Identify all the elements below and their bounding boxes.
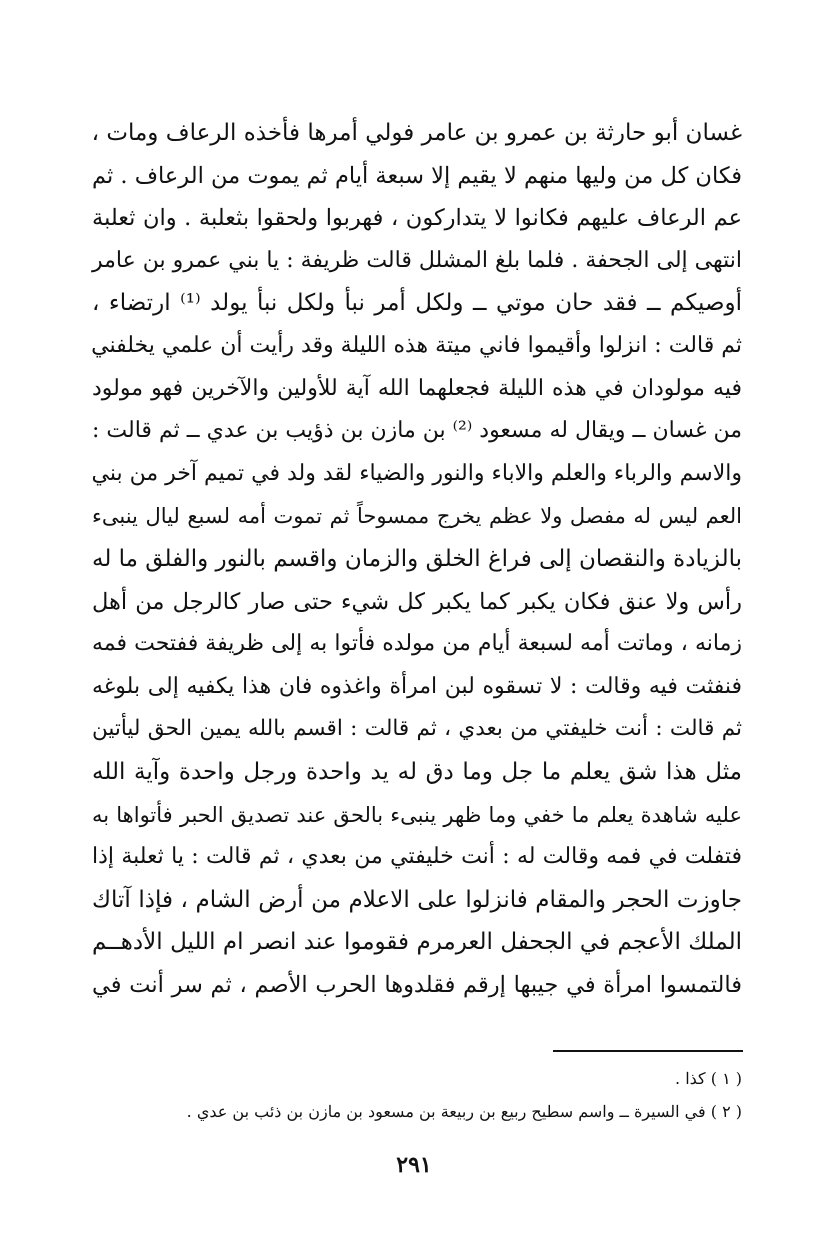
text-line-4: انتهى إلى الجحفة . فلما بلغ المشلل قالت ظريفة : يا بني عمرو بن عامر <box>92 247 742 273</box>
page-number: ٢٩١ <box>396 1152 432 1178</box>
text-line-6: ثم قالت : انزلوا وأقيموا فاني ميتة هذه الليلة وقد رأيت أن علمي يخلفني <box>91 332 742 358</box>
text-line-14: فنفثت فيه وقالت : لا تسقوه لبن امرأة واغذوه فان هذا يكفيه إلى بلوغه <box>92 673 742 699</box>
text-line-7: فيه مولودان في هذه الليلة فجعلهما الله آية للأولين والآخرين فهو مولود <box>92 375 742 401</box>
text-line-2: فكان كل من وليها منهم لا يقيم إلا سبعة أيام ثم يموت من الرعاف . ثم <box>92 162 742 189</box>
text-line-18: فتفلت في فمه وقالت له : أنت خليفتي من بعدي ، ثم قالت : يا ثعلبة إذا <box>92 844 742 870</box>
text-line-19: جاوزت الحجر والمقام فانزلوا على الاعلام من أرض الشام ، فإذا آتاك <box>92 886 742 913</box>
text-line-11: بالزيادة والنقصان إلى فراغ الخلق والزمان واقسم بالنور والفلق ما له <box>92 545 742 572</box>
footnote-separator <box>553 1050 743 1052</box>
text-line-12: رأس ولا عنق فكان يكبر كما يكبر كل شيء حتى صار كالرجل من أهل <box>92 588 742 615</box>
text-line-5: أوصيكم ــ فقد حان موتي ــ ولكل أمر نبأ ولكل نبأ يولد ⁽¹⁾ ارتضاء ، <box>92 290 742 317</box>
text-line-3: عم الرعاف عليهم فكانوا لا يتداركون ، فهربوا ولحقوا بثعلبة . وان ثعلبة <box>92 205 742 232</box>
text-line-13: زمانه ، وماتت أمه لسبعة أيام من مولده فأتوا به إلى ظريفة ففتحت فمه <box>92 631 742 657</box>
text-line-20: الملك الأعجم في الجحفل العرمرم فقوموا عند انصر ام الليل الأدهــم <box>92 929 742 956</box>
text-line-1: غسان أبو حارثة بن عمرو بن عامر فولي أمرها فأخذه الرعاف ومات ، <box>91 120 742 146</box>
text-line-9: والاسم والرباء والعلم والاباء والنور والضياء لقد ولد في تميم آخر من بني <box>91 460 742 486</box>
footnotes-block <box>90 1062 742 1128</box>
text-line-17: عليه شاهدة يعلم ما خفي وما ظهر ينبىء بالحق عند تصديق الحبر فأتواها به <box>92 802 742 827</box>
text-line-8: من غسان ــ ويقال له مسعود ⁽²⁾ بن مازن بن ذؤيب بن عدي ــ ثم قالت : <box>92 418 742 444</box>
text-line-10: العم ليس له مفصل ولا عظم يخرج ممسوحاً ثم تموت أمه لسبع ليال ينبىء <box>92 504 742 529</box>
text-line-16: مثل هذا شق يعلم ما جل وما دق له يد واحدة ورجل واحدة وآية الله <box>92 758 742 785</box>
footnote-2: ( ٢ ) في السيرة ــ واسم سطيح ربيع بن ربيعة بن مسعود بن مازن بن ذئب بن عدي . <box>186 1102 742 1121</box>
text-line-15: ثم قالت : أنت خليفتي من بعدي ، ثم قالت : اقسم بالله يمين الحق ليأتين <box>92 716 742 742</box>
text-line-21: فالتمسوا امرأة في جيبها إرقم فقلدوها الحرب الأصم ، ثم سر أنت في <box>92 971 742 998</box>
footnote-1: ( ١ ) كذا . <box>675 1069 742 1088</box>
main-text-block <box>92 112 742 1006</box>
